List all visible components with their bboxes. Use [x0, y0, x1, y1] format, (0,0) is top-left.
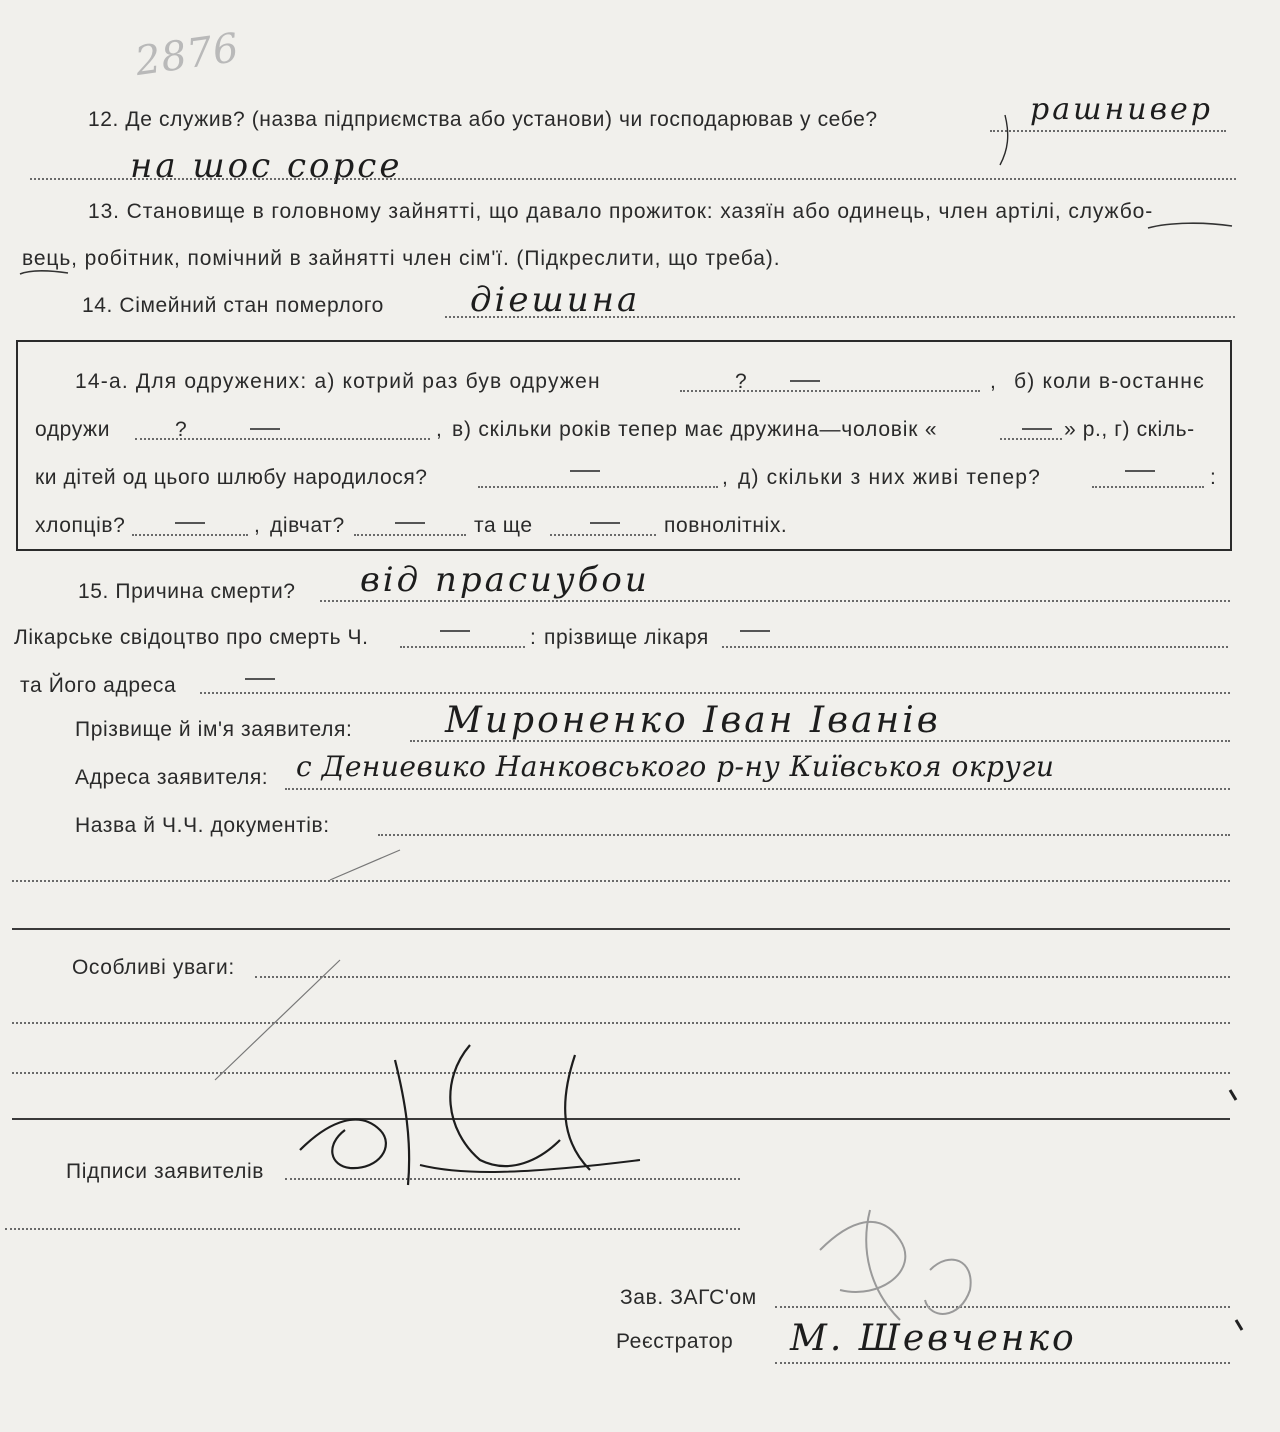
doctor-address-label: та Його адреса	[20, 674, 177, 697]
registrar-label: Реєстратор	[616, 1330, 734, 1353]
q14a-colon: :	[1210, 466, 1217, 489]
q14a-line4-b: дівчат?	[270, 514, 345, 537]
applicant-name-label: Прізвище й ім'я заявителя:	[75, 718, 353, 741]
archive-number: 2876	[132, 24, 242, 86]
q14a-line2-a: одружи	[35, 418, 111, 441]
q14a-line1-a: 14-а. Для одружених: а) котрий раз був одружен	[75, 370, 601, 393]
applicant-address-value: с Дениевико Нанковського р-ну Київськоя округи	[296, 750, 1055, 783]
q14a-qmark: ?	[735, 370, 748, 393]
q14a-line4-d: повнолітніх.	[664, 514, 788, 537]
q14-answer: діешина	[470, 280, 641, 320]
q14-label: 14. Сімейний стан померлого	[82, 294, 384, 317]
q12-label: 12. Де служив? (назва підприємства або установи) чи господарював у себе?	[88, 108, 878, 131]
q13-line1: 13. Становище в головному зайнятті, що давало прожиток: хазяїн або одинець, член артілі, службо-	[88, 200, 1154, 223]
applicant-address-label: Адреса заявителя:	[75, 766, 269, 789]
q14a-line4-a: хлопців?	[35, 514, 126, 537]
q15-label: 15. Причина смерти?	[78, 580, 296, 603]
q12-answer-line1: рашнивер	[1030, 92, 1214, 127]
q14a-comma-2: ,	[436, 418, 443, 441]
q14a-line1-b: б) коли в-останнє	[1014, 370, 1206, 393]
applicant-name-value: Мироненко Іван Іванів	[445, 700, 941, 741]
applicant-documents-label: Назва й Ч.Ч. документів:	[75, 814, 330, 837]
q14a-line2-b: в) скільки років тепер має дружина—чоловік «	[452, 418, 938, 441]
q14a-comma-4: ,	[254, 514, 261, 537]
q15-answer: від прасиубои	[360, 560, 650, 600]
doctor-colon: :	[530, 626, 537, 649]
doctor-certificate-label: Лікарське свідоцтво про смерть Ч.	[14, 626, 369, 649]
q12-answer-line2: на шос сорсе	[130, 146, 403, 186]
q14a-qmark-2: ?	[175, 418, 188, 441]
head-registry-label: Зав. ЗАГС'ом	[620, 1286, 757, 1309]
q14a-line2-c: » р., г) скіль-	[1064, 418, 1195, 441]
q14a-line3-a: ки дітей од цього шлюбу народилося?	[35, 466, 428, 489]
q14a-line3-b: д) скільки з них живі тепер?	[738, 466, 1042, 489]
q14a-line4-c: та ще	[474, 514, 533, 537]
registrar-signature-value: М. Шевченко	[790, 1318, 1077, 1359]
doctor-surname-label: прізвище лікаря	[544, 626, 709, 649]
notes-label: Особливі уваги:	[72, 956, 235, 979]
q13-line2: вець, робітник, помічний в зайнятті член сім'ї. (Підкреслити, що треба).	[22, 247, 781, 270]
q14a-comma-3: ,	[722, 466, 729, 489]
q14a-comma: ,	[990, 370, 997, 393]
applicants-signature-label: Підписи заявителів	[66, 1160, 264, 1183]
